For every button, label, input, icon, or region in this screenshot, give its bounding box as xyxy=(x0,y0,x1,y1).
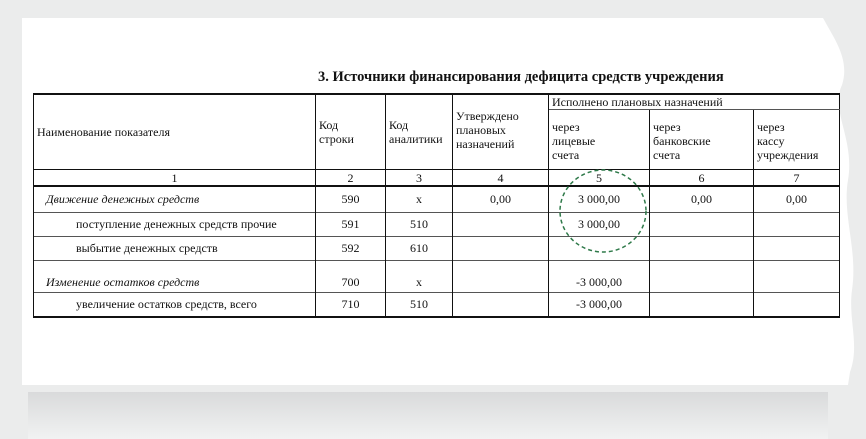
column-number: 1 xyxy=(34,170,316,187)
header-bank-line3: счета xyxy=(653,147,681,162)
header-executed: Исполнено плановых назначений xyxy=(549,94,840,110)
header-code-line2: строки xyxy=(319,132,354,146)
row-code: 592 xyxy=(316,236,386,260)
header-personal-line1: через xyxy=(552,119,580,134)
row-name: поступление денежных средств прочие xyxy=(34,212,316,236)
header-analytics-line2: аналитики xyxy=(389,132,443,146)
column-number: 7 xyxy=(754,170,840,187)
column-number: 5 xyxy=(549,170,650,187)
row-cash xyxy=(754,236,840,260)
header-cash xyxy=(754,110,840,170)
column-number: 4 xyxy=(453,170,549,187)
row-cash xyxy=(754,212,840,236)
row-approved xyxy=(453,212,549,236)
header-analytics-line1: Код xyxy=(389,118,409,132)
row-analytics: x xyxy=(386,186,453,212)
row-approved xyxy=(453,260,549,292)
row-approved xyxy=(453,292,549,317)
header-bank xyxy=(650,110,754,170)
row-bank xyxy=(650,236,754,260)
column-number: 2 xyxy=(316,170,386,187)
header-analytics xyxy=(386,94,453,170)
row-cash xyxy=(754,260,840,292)
row-bank: 0,00 xyxy=(650,186,754,212)
row-analytics: 510 xyxy=(386,292,453,317)
row-approved xyxy=(453,236,549,260)
row-approved: 0,00 xyxy=(453,186,549,212)
row-cash: 0,00 xyxy=(754,186,840,212)
row-bank xyxy=(650,212,754,236)
document-title: 3. Источники финансирования дефицита средств учреждения xyxy=(318,69,724,85)
row-analytics: 610 xyxy=(386,236,453,260)
row-code: 700 xyxy=(316,260,386,292)
header-personal xyxy=(549,110,650,170)
header-personal-line2: лицевые xyxy=(552,133,596,148)
header-code-line1: Код xyxy=(319,118,339,132)
table-row xyxy=(34,260,840,292)
row-code: 591 xyxy=(316,212,386,236)
header-personal-line3: счета xyxy=(552,147,580,162)
header-bank-line1: через xyxy=(653,119,681,134)
row-name: Движение денежных средств xyxy=(34,186,316,212)
row-bank xyxy=(650,292,754,317)
table-row xyxy=(34,186,840,212)
row-personal: -3 000,00 xyxy=(549,292,650,317)
header-code xyxy=(316,94,386,170)
row-code: 590 xyxy=(316,186,386,212)
column-number: 3 xyxy=(386,170,453,187)
header-row-1 xyxy=(34,94,840,110)
row-analytics: x xyxy=(386,260,453,292)
row-personal: 3 000,00 xyxy=(549,186,650,212)
row-name: Изменение остатков средств xyxy=(34,260,316,292)
header-bank-line2: банковские xyxy=(653,133,711,148)
row-personal xyxy=(549,236,650,260)
table-row xyxy=(34,212,840,236)
header-approved-line2: плановых xyxy=(456,123,506,137)
row-bank xyxy=(650,260,754,292)
header-approved xyxy=(453,94,549,170)
row-personal: -3 000,00 xyxy=(549,260,650,292)
column-number: 6 xyxy=(650,170,754,187)
header-cash-line2: кассу xyxy=(757,133,785,148)
financing-table xyxy=(33,93,840,318)
table-row xyxy=(34,292,840,317)
column-number-row xyxy=(34,170,840,187)
row-cash xyxy=(754,292,840,317)
header-name: Наименование показателя xyxy=(34,94,316,170)
header-cash-line3: учреждения xyxy=(757,147,819,162)
row-personal: 3 000,00 xyxy=(549,212,650,236)
header-approved-line1: Утверждено xyxy=(456,109,519,123)
row-name: выбытие денежных средств xyxy=(34,236,316,260)
row-name: увеличение остатков средств, всего xyxy=(34,292,316,317)
header-approved-line3: назначений xyxy=(456,137,515,151)
row-code: 710 xyxy=(316,292,386,317)
header-cash-line1: через xyxy=(757,119,785,134)
row-analytics: 510 xyxy=(386,212,453,236)
table-row xyxy=(34,236,840,260)
